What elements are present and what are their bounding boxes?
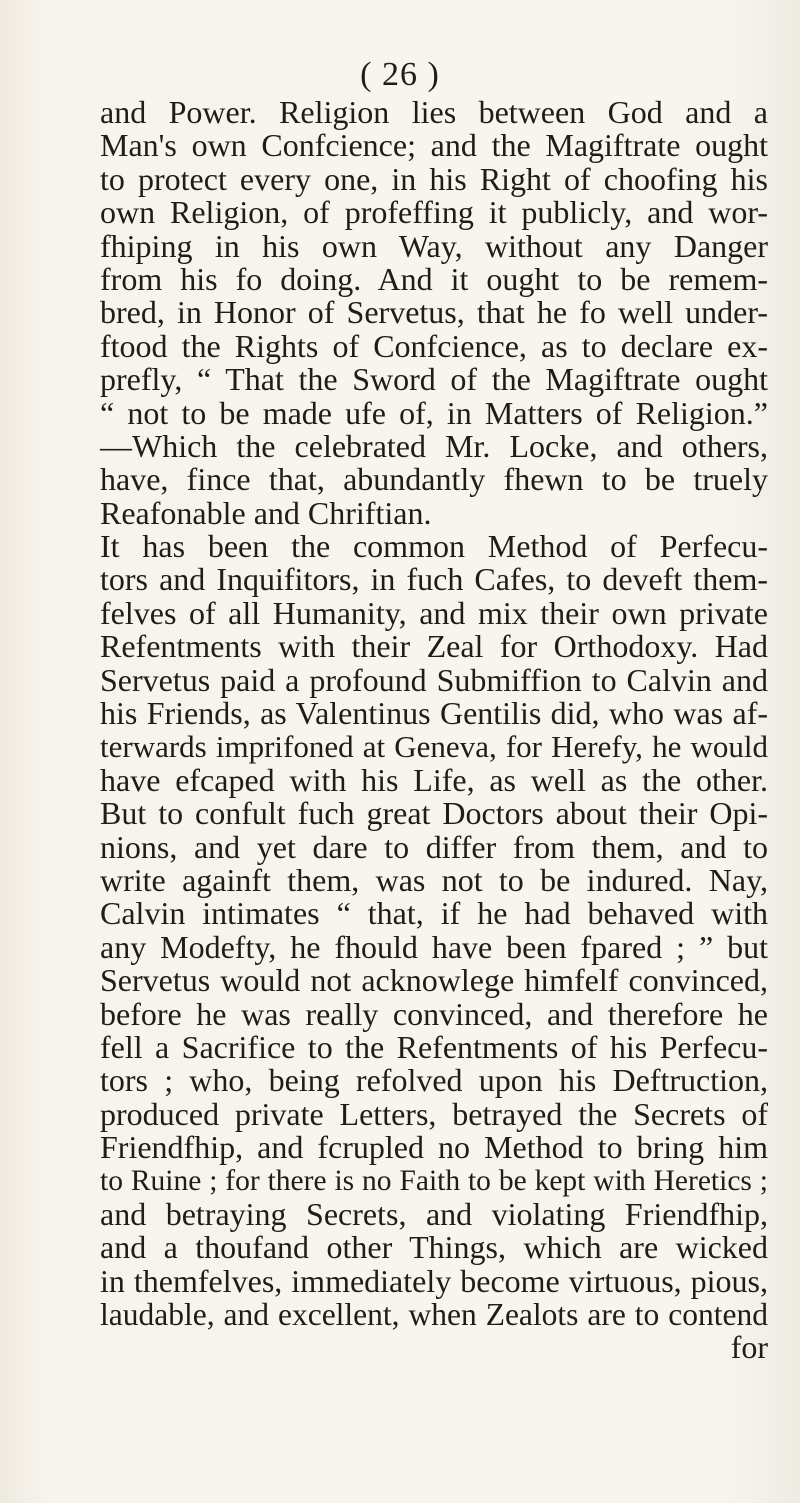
text-line: own Religion, of profeffing it publicly, and wor-: [100, 194, 768, 231]
text-line: —Which the celebrated Mr. Locke, and others,: [100, 427, 768, 464]
text-line: Reafonable and Chriftian.: [100, 494, 432, 531]
text-line: fell a Sacrifice to the Refentments of his Perfecu-: [100, 1028, 768, 1065]
text-line: nions, and yet dare to differ from them, and to: [100, 828, 768, 865]
text-line: and betraying Secrets, and violating Friendfhip,: [100, 1195, 768, 1232]
text-line: Refentments with their Zeal for Orthodoxy. Had: [100, 628, 768, 665]
text-line: tors ; who, being refolved upon his Deftruction,: [100, 1062, 768, 1099]
text-line: tors and Inquifitors, in fuch Cafes, to deveft them-: [100, 561, 768, 598]
text-line: produced private Letters, betrayed the Secrets of: [100, 1095, 768, 1132]
text-line: any Modefty, he fhould have been fpared ; ” but: [100, 928, 768, 965]
text-line: felves of all Humanity, and mix their own private: [100, 594, 768, 631]
text-line: have, fince that, abundantly fhewn to be truely: [100, 461, 768, 498]
body-text: [100, 96, 768, 1365]
text-line: to protect every one, in his Right of choofing his: [100, 160, 768, 197]
catchword: for: [730, 1329, 768, 1366]
text-line: Servetus paid a profound Submiffion to Calvin and: [100, 661, 768, 698]
text-line: Servetus would not acknowlege himfelf convinced,: [100, 962, 768, 999]
text-line: But to confult fuch great Doctors about their Opi-: [100, 795, 768, 832]
text-line: from his fo doing. And it ought to be remem-: [100, 260, 768, 297]
text-line: “ not to be made ufe of, in Matters of Religion.”: [100, 394, 768, 431]
text-line: fhiping in his own Way, without any Danger: [100, 227, 768, 264]
text-line: terwards imprifoned at Geneva, for Herefy, he would: [100, 729, 768, 765]
text-line: his Friends, as Valentinus Gentilis did, who was af-: [100, 695, 768, 732]
text-line: write againft them, was not to be indured. Nay,: [100, 861, 768, 898]
text-line: laudable, and excellent, when Zealots are to contend: [100, 1297, 768, 1333]
text-line: in themfelves, immediately become virtuous, pious,: [100, 1262, 768, 1299]
text-line: It has been the common Method of Perfecu-: [100, 528, 768, 565]
text-line: Calvin intimates “ that, if he had behaved with: [100, 895, 768, 932]
text-line: and a thoufand other Things, which are wicked: [100, 1229, 768, 1266]
text-line: prefly, “ That the Sword of the Magiftrate ought: [100, 361, 768, 398]
text-line: and Power. Religion lies between God and a: [100, 94, 768, 130]
page-number: ( 26 ): [360, 56, 440, 93]
text-line: Man's own Confcience; and the Magiftrate ought: [100, 127, 768, 164]
text-line: have efcaped with his Life, as well as the other.: [100, 761, 768, 798]
text-line: ftood the Rights of Confcience, as to declare ex-: [100, 327, 768, 364]
text-line: before he was really convinced, and therefore he: [100, 995, 768, 1032]
text-line: Friendfhip, and fcrupled no Method to bring him: [100, 1129, 768, 1166]
text-line: to Ruine ; for there is no Faith to be kept with Heretics ;: [100, 1164, 768, 1197]
text-line: bred, in Honor of Servetus, that he fo well under-: [100, 294, 768, 331]
